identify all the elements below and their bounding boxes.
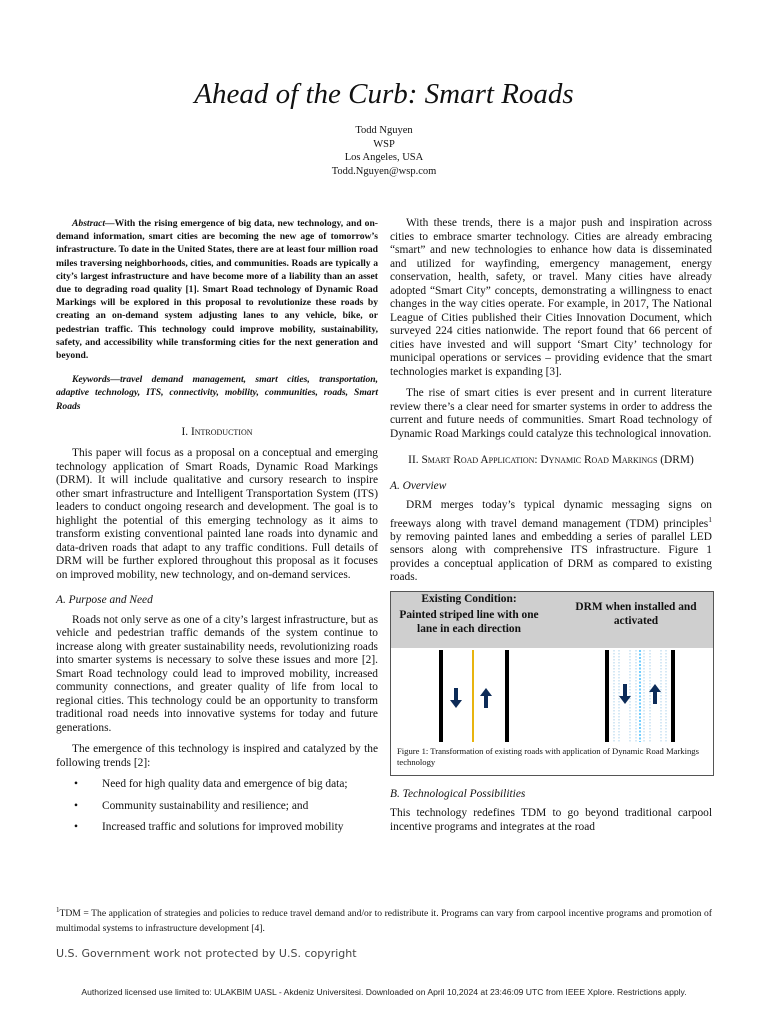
road-edge-right [505,650,509,742]
list-item-text: Need for high quality data and emergence of big data; [102,778,348,791]
subsection-heading-overview: A. Overview [390,479,447,492]
license-line: Authorized licensed use limited to: ULAKBIM UASL - Akdeniz Universitesi. Downloaded on April 10,2024 at 23:46:09 UTC from IEEE Xplore. Restrictions apply. [81,987,687,997]
drm-road-illustration [605,650,675,742]
figure-left-heading [391,592,547,636]
yellow-center-line [472,650,474,742]
section-heading-introduction: I. Introduction [181,425,253,438]
intro-paragraph: This paper will focus as a proposal on a conceptual and emerging technology application of Smart Roads, Dynamic Road Markings (DRM). It will include qualitative and cursory research to inspire other smart infrastructure and Intelligent Transportation System (ITS) leaders to conduct ongoing research and development. The goal is to highlight the potential of this emerging technology as it aims to transform existing conventional painted lane roads into dynamic and data-driven roads that adapt to any traffic conditions. Full details of DRM will be further explored throughout this proposal as it focuses on improved mobility, new technology, and on-demand services. [56,447,378,581]
road-edge-right [671,650,675,742]
figure-right-title: DRM when installed and activated [575,600,697,627]
existing-road-illustration [439,650,509,742]
abstract-lead: Abstract— [72,218,115,229]
trends-list [56,778,378,835]
list-item [56,821,378,835]
possibilities-paragraph: This technology redefines TDM to go beyond traditional carpool incentive programs and integrates at the road [390,807,712,833]
list-item-text: Community sustainability and resilience; and [102,799,309,812]
figure-caption: Figure 1: Transformation of existing roads with application of Dynamic Road Markings technology [397,745,699,767]
author-location: Los Angeles, USA [344,152,424,164]
overview-paragraph [390,499,712,585]
subsection-heading-purpose: A. Purpose and Need [56,594,153,607]
paper-title: Ahead of the Curb: Smart Roads [194,78,574,110]
road-edge-left [605,650,609,742]
road-edge-left [439,650,443,742]
arrow-down-icon [450,688,462,708]
abstract-text: With the rising emergence of big data, new technology, and on-demand information, smart cities are becoming the new age of tomorrow’s infrastructure. To date in the United States, there are at least four million road miles traversing neighborhoods, cities, and communities. Roads are typically a city’s largest infrastructure and have become more of a liability than an asset due to degrading road quality [1]. Smart Road technology of Dynamic Road Markings will be explored in this proposal to revolutionize these roads by creating an on-demand system adjusting lanes to any vehicle, bike, or pedestrian traffic. This technology could improve mobility, sustainability, safety, and accessibility while transforming cities for the next generation and beyond. [56,218,378,362]
abstract [56,217,378,362]
keywords: Keywords—travel demand management, smart cities, transportation, adaptive technology, ITS, connectivity, mobility, communities, roads, Smart Roads [56,374,378,412]
arrow-up-icon [480,688,492,708]
trends-paragraph: The emergence of this technology is inspired and catalyzed by the following trends [2]: [56,743,378,769]
author-block [0,124,768,178]
author-email: Todd.Nguyen@wsp.com [331,165,437,177]
arrow-up-icon [649,684,661,704]
overview-text-after: by removing painted lanes and embedding a series of parallel LED sensors along with comprehensive ITS infrastructure. Figure 1 provides a conceptual application of DRM as compared to existing roads. [390,530,712,584]
bullet-glyph: • [74,778,78,791]
section-heading-drm: II. Smart Road Application: Dynamic Road Markings (DRM) [408,454,694,466]
author-name: Todd Nguyen [355,125,413,136]
trends-follow-paragraph: With these trends, there is a major push and inspiration across cities to embrace smarter technology. Cities are already embracing “smart” and new technologies to enhance how data is disseminated and utilized for wayfinding, emergency management, energy conservation, health, safety, or travel. Many cities have already adopted “Smart City” concepts, demonstrating a willingness to enact changes in the way cities operate. For example, in 2017, The National League of Cities published their Cities Innovation Document, which surveyed 224 cities nationwide. The report found that 66 percent of cities have invested and will support ‘Smart City’ technology for municipal operations or services – providing evidence that the smart technologies market is expanding [3]. [390,217,712,378]
left-column [56,217,378,843]
figure-left-subtitle: Painted striped line with one lane in each direction [399,608,539,635]
right-column [390,217,712,834]
footnote-number: 1 [56,906,60,914]
bullet-glyph: • [74,821,78,834]
copyright-notice: U.S. Government work not protected by U.S. copyright [56,947,357,960]
purpose-paragraph: Roads not only serve as one of a city’s largest infrastructure, but as vehicle and pedestrian traffic demands of the system continue to increase along with greater sustainability needs, revolutionizing roads into smarter systems is necessary to solve these issues and more [2]. Smart Road technology could lead to improved mobility, increased community connections, and greater quality of life from local to regional cities. This technology could be an opportunity to transform traditional road needs into innovative systems for today and future generations. [56,613,378,734]
list-item-text: Increased traffic and solutions for improved mobility [102,821,344,834]
arrow-down-icon [619,684,631,704]
list-item [56,778,378,792]
footnote-text: TDM = The application of strategies and policies to reduce travel demand and/or to redistribute it. Programs can vary from carpool incentive programs and promotion of multimodal systems to infrastructure development [4]. [56,908,712,934]
figure-1 [390,591,714,776]
figure-left-title: Existing Condition: [421,592,517,605]
subsection-heading-possibilities: B. Technological Possibilities [390,787,526,800]
smart-cities-paragraph: The rise of smart cities is ever present and in current literature review there’s a clear need for smarter systems in order to address the current and future needs of communities. Smart Road technology of Dynamic Road Markings could catalyze this technological innovation. [390,387,712,440]
overview-text-before: DRM merges today’s typical dynamic messaging signs on freeways along with travel demand management (TDM) principles [390,499,712,530]
bullet-glyph: • [74,799,78,812]
author-org: WSP [373,138,395,150]
footnote [56,903,712,936]
footnote-marker: 1 [708,514,712,524]
list-item [56,800,378,814]
